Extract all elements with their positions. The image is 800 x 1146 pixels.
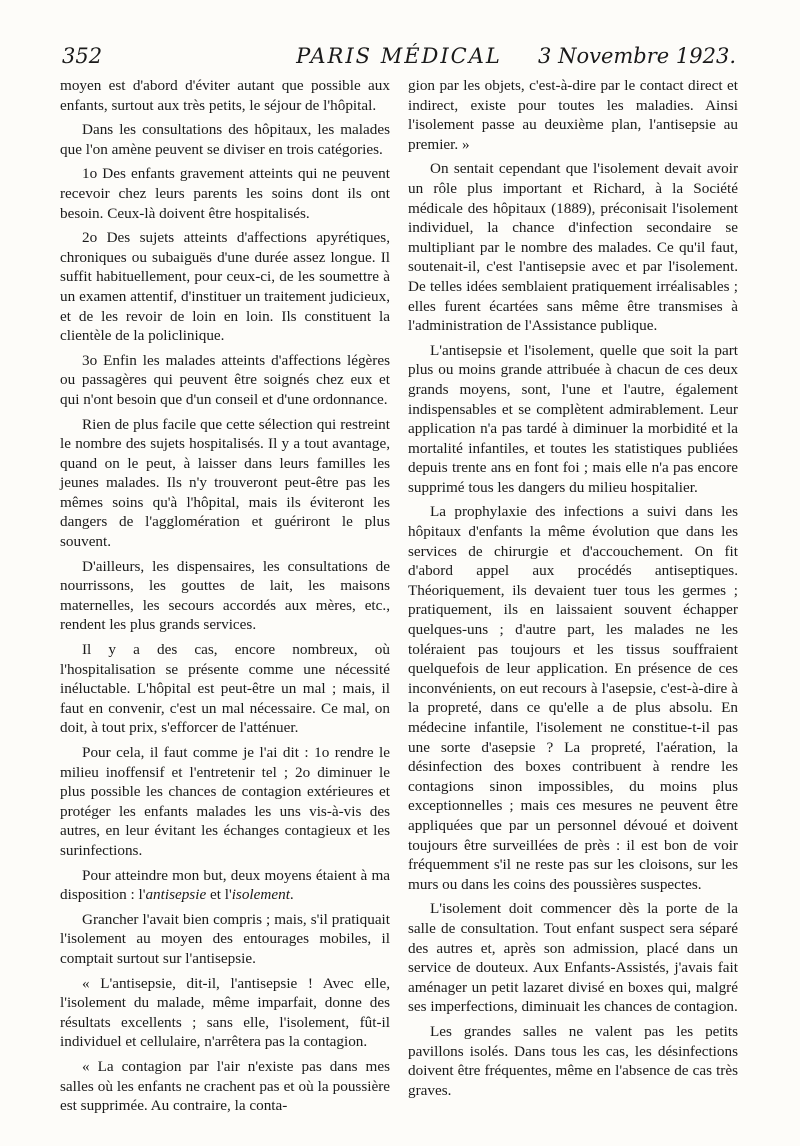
paragraph: « La contagion par l'air n'existe pas dans mes salles où les enfants ne crachent pas et où la poussière est supprimée. Au contraire, la conta-: [60, 1057, 390, 1115]
term-antisepsie: antisepsie: [145, 886, 207, 904]
paragraph: 1o Des enfants gravement atteints qui ne peuvent recevoir chez leurs parents les soins dont ils ont besoin. Ceux-là doivent être hospitalisés.: [60, 165, 390, 222]
page-number: 352: [62, 44, 103, 68]
left-column: [60, 76, 390, 1121]
paragraph: Les grandes salles ne valent pas les petits pavillons isolés. Dans tous les cas, les désinfections doivent être fréquentes, même en l'absence de cas très graves.: [408, 1022, 738, 1099]
paragraph: gion par les objets, c'est-à-dire par le contact direct et indirect, existe pour toutes les maladies. Ainsi l'isolement passe au deuxième plan, l'antisepsie au premier. »: [408, 77, 738, 153]
paragraph: D'ailleurs, les dispensaires, les consultations de nourrissons, les gouttes de lait, les maisons maternelles, les secours accordés aux mères, etc., rendent les plus grands services.: [60, 557, 390, 634]
paragraph: Pour cela, il faut comme je l'ai dit : 1o rendre le milieu inoffensif et l'entretenir tel ; 2o diminuer le plus possible les chances de contagion extérieures et protéger les enfants malades les uns vis-à-vis des autres, en leur évitant les échanges contagieux et les surinfections.: [60, 744, 390, 859]
paragraph: On sentait cependant que l'isolement devait avoir un rôle plus important et Richard, à la Société médicale des hôpitaux (1889), préconisait l'isolement individuel, la chance d'infection secondaire se multipliant par le nombre des malades. Ce qu'il faut, soutenait-il, c'est l'antisepsie avec et par l'isolement. De telles idées semblaient pratiquement irréalisables ; elles furent écartées sans même être transmises à l'administration de l'Assistance publique.: [408, 160, 738, 335]
paragraph: Dans les consultations des hôpitaux, les malades que l'on amène peuvent se diviser en trois catégories.: [60, 121, 390, 158]
issue-date: 3 Novembre 1923.: [538, 44, 736, 68]
paragraph: Il y a des cas, encore nombreux, où l'hospitalisation se présente comme une nécessité inéluctable. L'hôpital est peut-être un mal ; mais, il faut en convenir, c'est un mal nécessaire. Ce mal, on doit, à tout prix, s'efforcer de l'atténuer.: [60, 641, 390, 737]
paragraph: moyen est d'abord d'éviter autant que possible aux enfants, surtout aux très petits, le séjour de l'hôpital.: [60, 77, 390, 114]
paragraph: « L'antisepsie, dit-il, l'antisepsie ! Avec elle, l'isolement du malade, même imparfait, donne des résultats excellents ; sans elle, l'isolement, fût-il individuel et cellulaire, n'arrêtera pas la contagion.: [60, 974, 390, 1051]
right-column: [408, 76, 738, 1105]
paragraph: Grancher l'avait bien compris ; mais, s'il pratiquait l'isolement au moyen des entourages mobiles, il comptait surtout sur l'antisepsie.: [60, 910, 390, 967]
page-header: [62, 44, 736, 74]
paragraph: 3o Enfin les malades atteints d'affections légères ou passagères qui peuvent être soignés chez eux et qui n'ont besoin que d'un conseil et d'une ordonnance.: [60, 351, 390, 408]
paragraph-means: Pour atteindre mon but, deux moyens étaient à ma disposition : l'antisepsie et l'isolement.: [60, 866, 390, 904]
paragraph: L'antisepsie et l'isolement, quelle que soit la part plus ou moins grande attribuée à chacun de ces deux grands moyens, sont, l'une et l'autre, également indispensables et se complètent admirablement. Leur application n'a pas tardé à diminuer la morbidité et la mortalité infantiles, et toutes les statistiques publiées depuis trente ans en font foi ; mais elle n'a pas encore supprimé tous les dangers du milieu hospitalier.: [408, 341, 738, 496]
term-isolement: isolement: [231, 886, 290, 904]
journal-title: PARIS MÉDICAL: [296, 44, 502, 68]
paragraph: L'isolement doit commencer dès la porte de la salle de consultation. Tout enfant suspect sera séparé des autres et, après son admission, placé dans un service de douteux. Aux Enfants-Assistés, j'avais fait aménager un petit lazaret divisé en boxes qui, malgré ses imperfections, diminuait les chances de contagion.: [408, 900, 738, 1016]
paragraph: La prophylaxie des infections a suivi dans les hôpitaux d'enfants la même évolution que dans les services de chirurgie et d'accouchement. On fit d'abord appel aux procédés antiseptiques. Théoriquement, ils devaient tuer tous les germes ; pratiquement, ils en laissaient souvent échapper quelques-uns ; d'autre part, les malades ne les toléraient pas toujours et les tissus souffraient quelquefois de leur application. En présence de ces inconvénients, on eut recours à l'asepsie, c'est-à-dire à la propreté, dans ce qu'elle a de plus absolu. En médecine infantile, l'isolement ne constitue-t-il pas une sorte d'asepsie ? La propreté, l'aération, la désinfection des boxes contribuent à rendre les contagions sinon impossibles, du moins plus exceptionnelles ; mais ces mesures ne peuvent être appliquées que par un personnel dévoué et doivent toujours être surveillées de près : il est bon de voir fréquemment s'il ne reste pas sur les cloisons, sur les murs ou dans les coins des poussières suspectes.: [408, 503, 738, 893]
paragraph: Rien de plus facile que cette sélection qui restreint le nombre des sujets hospitalisés. Il y a tout avantage, quand on le peut, à laisser dans leurs familles les jeunes malades. Ils n'y trouveront peut-être pas les mêmes soins qu'à l'hôpital, mais ils éviteront les dangers de l'agglomération et guériront le plus souvent.: [60, 415, 390, 551]
paragraph: 2o Des sujets atteints d'affections apyrétiques, chroniques ou subaiguës d'une durée assez longue. Il suffit habituellement, pour ceux-ci, de les soumettre à un examen attentif, d'instituer un traitement judicieux, et de les revoir de loin en loin. Ils constituent la clientèle de la policlinique.: [60, 229, 390, 345]
